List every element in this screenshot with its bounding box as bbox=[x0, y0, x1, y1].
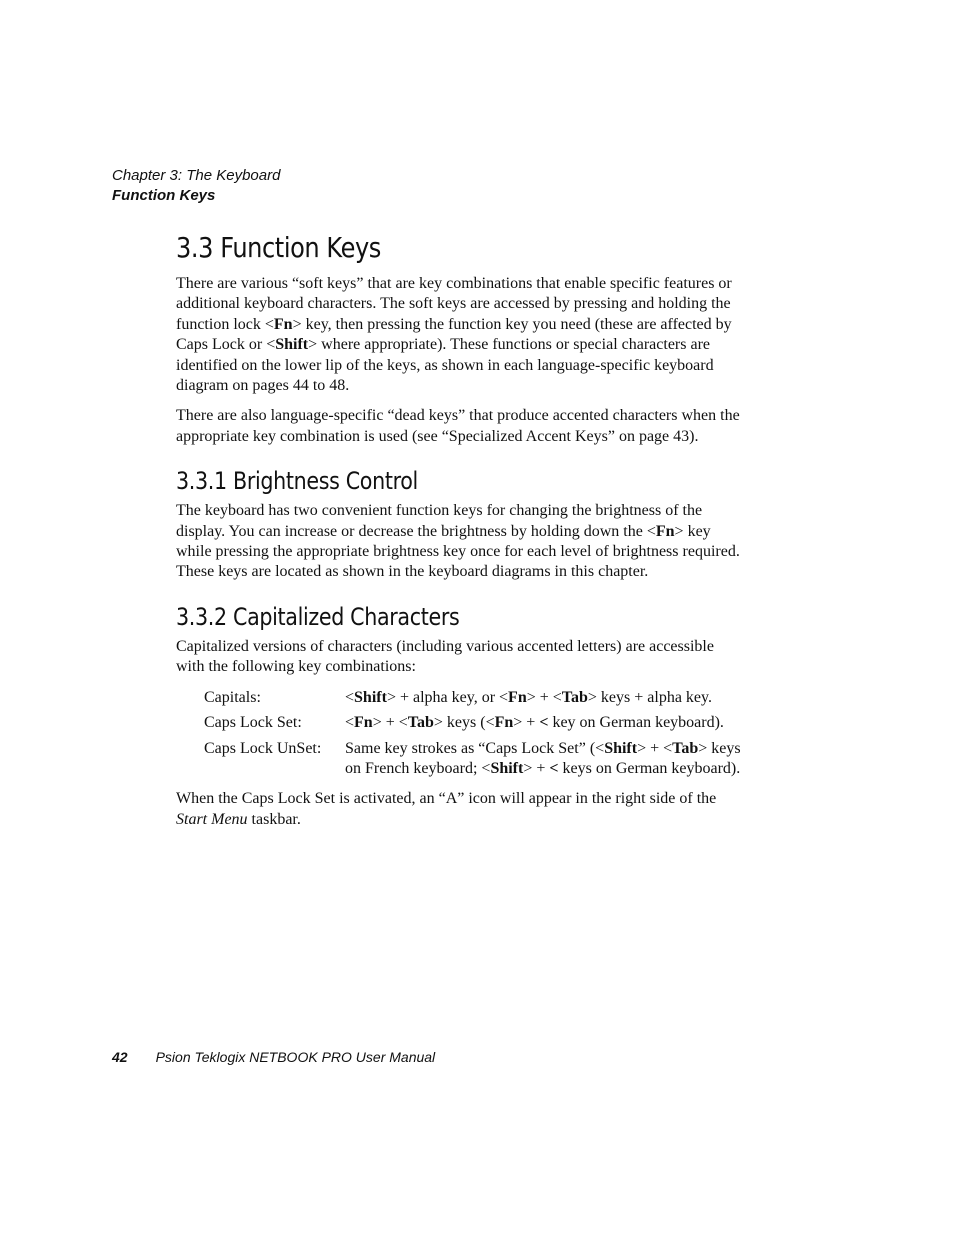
key-name: Fn bbox=[508, 688, 527, 706]
key-combination-table bbox=[204, 688, 744, 780]
start-menu-term: Start Menu bbox=[176, 810, 248, 828]
heading-3-3-1: 3.3.1 Brightness Control bbox=[176, 467, 418, 496]
key-row-term: Capitals: bbox=[204, 688, 261, 706]
key-row-term: Caps Lock Set: bbox=[204, 714, 302, 732]
text-run: taskbar. bbox=[247, 810, 301, 828]
key-name: Fn bbox=[655, 522, 675, 540]
text-run: > where appropriate). These functions or special characters are identified on the lower lip of the keys, as shown in each language-specific keyboard diagram on pages 44 to 48. bbox=[176, 336, 714, 395]
text-run: < bbox=[345, 714, 355, 732]
text-run: > keys (< bbox=[433, 714, 495, 732]
key-name: Shift bbox=[490, 759, 524, 777]
text-run: > keys + alpha key. bbox=[587, 688, 712, 706]
text-run: > + < bbox=[637, 739, 673, 757]
key-name: < bbox=[539, 714, 549, 732]
key-name: Fn bbox=[273, 315, 293, 333]
paragraph-brightness bbox=[176, 501, 742, 583]
key-name: Shift bbox=[354, 688, 387, 706]
text-run: < bbox=[345, 688, 355, 706]
text-run: > + < bbox=[526, 688, 562, 706]
key-name: < bbox=[549, 759, 559, 777]
paragraph-dead-keys: There are also language-specific “dead keys” that produce accented characters when the appropriate key combination is used (see “Specialized Accent Keys” on page 43). bbox=[176, 407, 740, 445]
text-run: > + alpha key, or < bbox=[386, 688, 509, 706]
paragraph-caps-lock-icon bbox=[176, 789, 742, 830]
key-row-term: Caps Lock UnSet: bbox=[204, 739, 322, 757]
key-row-caps-lock-set bbox=[204, 713, 744, 733]
key-name: Tab bbox=[561, 688, 588, 706]
key-name: Shift bbox=[275, 336, 309, 354]
key-name: Tab bbox=[407, 714, 434, 732]
manual-title: Psion Teklogix NETBOOK PRO User Manual bbox=[155, 1049, 436, 1065]
key-name: Fn bbox=[494, 714, 514, 732]
text-run: > key while pressing the appropriate brightness key once for each level of brightness required. These keys are located as shown in the keyboard diagrams in this chapter. bbox=[176, 522, 740, 581]
page-body bbox=[176, 228, 742, 840]
text-run: > key, then pressing the function key you need (these are affected by Caps Lock or < bbox=[176, 315, 732, 354]
heading-3-3-2: 3.3.2 Capitalized Characters bbox=[176, 602, 460, 631]
text-run: When the Caps Lock Set is activated, an “A” icon will appear in the right side of the bbox=[176, 790, 717, 808]
key-row-capitals bbox=[204, 688, 744, 708]
text-run: > + bbox=[523, 759, 550, 777]
running-header bbox=[112, 166, 280, 206]
text-run: keys on German keyboard). bbox=[558, 759, 741, 777]
paragraph-soft-keys bbox=[176, 274, 742, 396]
key-row-description bbox=[345, 739, 744, 780]
text-run: > + bbox=[513, 714, 540, 732]
text-run: key on German keyboard). bbox=[548, 714, 724, 732]
key-row-description bbox=[345, 688, 744, 708]
chapter-label: Chapter 3: The Keyboard bbox=[112, 167, 281, 184]
key-name: Tab bbox=[672, 739, 699, 757]
text-run: Same key strokes as “Caps Lock Set” (< bbox=[345, 739, 605, 757]
key-name: Shift bbox=[604, 739, 638, 757]
paragraph-capitalized-intro: Capitalized versions of characters (including various accented letters) are accessible with the following key combinations: bbox=[176, 637, 714, 676]
page-number: 42 bbox=[112, 1049, 128, 1065]
section-label: Function Keys bbox=[112, 187, 216, 204]
key-row-description bbox=[345, 713, 744, 733]
key-row-caps-lock-unset bbox=[204, 739, 744, 780]
text-run: There are various “soft keys” that are key combinations that enable specific features or additional keyboard characters. The soft keys are accessed by pressing and holding the function lock < bbox=[176, 275, 732, 333]
text-run: > + < bbox=[372, 714, 408, 732]
page-footer bbox=[112, 1047, 435, 1067]
text-run: The keyboard has two convenient function keys for changing the brightness of the display. You can increase or decrease the brightness by holding down the < bbox=[176, 502, 703, 540]
key-name: Fn bbox=[354, 714, 373, 732]
text-run: > keys on French keyboard; < bbox=[345, 739, 741, 777]
heading-3-3: 3.3 Function Keys bbox=[176, 231, 381, 264]
